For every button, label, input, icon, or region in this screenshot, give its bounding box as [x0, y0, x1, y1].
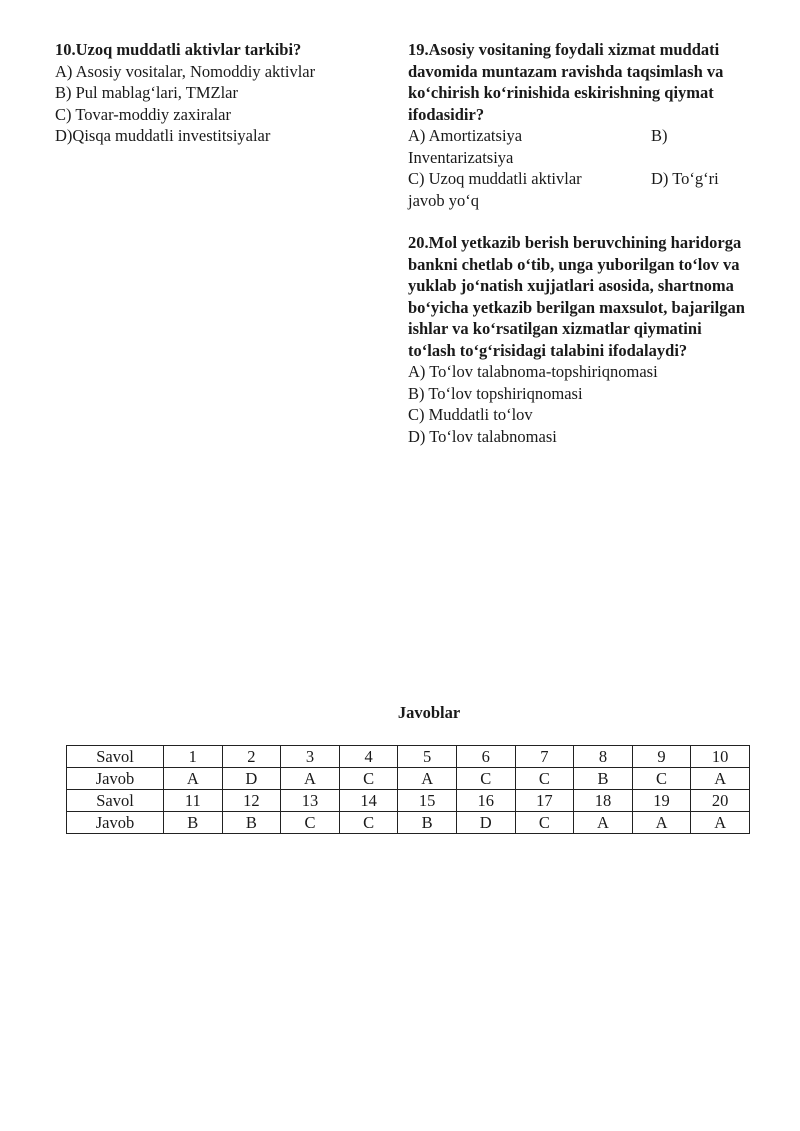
table-cell: 14 — [339, 790, 398, 812]
table-cell: C — [515, 768, 574, 790]
table-cell: 6 — [456, 746, 515, 768]
table-cell: 17 — [515, 790, 574, 812]
table-cell: B — [164, 812, 223, 834]
option-a: A) Asosiy vositalar, Nomoddiy aktivlar — [55, 61, 316, 81]
table-cell: 1 — [164, 746, 223, 768]
table-cell: 11 — [164, 790, 223, 812]
row-label: Savol — [67, 790, 164, 812]
table-cell: C — [632, 768, 691, 790]
table-cell: C — [456, 768, 515, 790]
option-b: B) — [651, 126, 668, 145]
table-cell: 2 — [222, 746, 281, 768]
table-cell: 4 — [339, 746, 398, 768]
table-row — [67, 746, 750, 768]
table-cell: C — [339, 812, 398, 834]
answers-title: Javoblar — [397, 703, 461, 722]
table-cell: 16 — [456, 790, 515, 812]
table-cell: 13 — [281, 790, 340, 812]
row-label: Javob — [67, 812, 164, 834]
question-20 — [408, 232, 753, 447]
table-cell: 8 — [574, 746, 633, 768]
question-title: 20.Mol yetkazib berish beruvchining haridorga bankni chetlab o‘tib, unga yuborilgan to‘lov va yuklab jo‘natish xujjatlari asosida, shartnoma bo‘yicha yetkazib berilgan maxsulot, bajarilgan ishlar va ko‘rsatilgan xizmatlar qiymatini to‘lash to‘g‘risidagi talabini ifodalaydi? — [408, 233, 745, 360]
table-cell: C — [515, 812, 574, 834]
option-d: D)Qisqa muddatli investitsiyalar — [55, 126, 271, 145]
table-cell: A — [164, 768, 223, 790]
option-row — [408, 168, 753, 190]
table-cell: 3 — [281, 746, 340, 768]
answers-table-body — [67, 746, 750, 834]
option-b: B) Pul mablag‘lari, TMZlar — [55, 83, 238, 102]
table-cell: 10 — [691, 746, 750, 768]
option-d: D) To‘g‘ri — [651, 169, 719, 188]
table-cell: C — [339, 768, 398, 790]
question-title: 19.Asosiy vositaning foydali xizmat muddati davomida muntazam ravishda taqsimlash va ko‘chirish ko‘rinishida eskirishning qiymat ifodasidir? — [408, 40, 724, 124]
option-d-continued: javob yo‘q — [408, 190, 480, 210]
option-d: D) To‘lov talabnomasi — [408, 426, 557, 446]
table-cell: 20 — [691, 790, 750, 812]
answers-table — [66, 745, 750, 834]
table-cell: 18 — [574, 790, 633, 812]
table-cell: B — [222, 812, 281, 834]
table-cell: D — [456, 812, 515, 834]
table-cell: 19 — [632, 790, 691, 812]
table-cell: A — [691, 768, 750, 790]
option-row — [408, 125, 753, 147]
option-a: A) To‘lov talabnoma-topshiriqnomasi — [408, 362, 658, 381]
table-cell: A — [632, 812, 691, 834]
question-19 — [408, 39, 753, 211]
table-cell: 7 — [515, 746, 574, 768]
table-row — [67, 812, 750, 834]
table-cell: B — [574, 768, 633, 790]
left-column — [55, 39, 375, 168]
row-label: Savol — [67, 746, 164, 768]
option-b-continued: Inventarizatsiya — [408, 147, 514, 167]
table-cell: B — [398, 812, 457, 834]
table-cell: D — [222, 768, 281, 790]
table-cell: A — [281, 768, 340, 790]
table-cell: A — [574, 812, 633, 834]
table-cell: 15 — [398, 790, 457, 812]
option-c: C) Uzoq muddatli aktivlar — [408, 169, 582, 188]
table-cell: 12 — [222, 790, 281, 812]
option-a: A) Amortizatsiya — [408, 126, 523, 145]
table-cell: A — [691, 812, 750, 834]
option-b: B) To‘lov topshiriqnomasi — [408, 383, 583, 403]
right-column — [408, 39, 753, 468]
table-cell: C — [281, 812, 340, 834]
table-row — [67, 768, 750, 790]
table-row — [67, 790, 750, 812]
question-10 — [55, 39, 375, 147]
table-cell: 9 — [632, 746, 691, 768]
table-cell: A — [398, 768, 457, 790]
question-title: 10.Uzoq muddatli aktivlar tarkibi? — [55, 40, 302, 59]
option-c: C) Tovar-moddiy zaxiralar — [55, 104, 231, 124]
option-c: C) Muddatli to‘lov — [408, 405, 533, 424]
table-cell: 5 — [398, 746, 457, 768]
row-label: Javob — [67, 768, 164, 790]
